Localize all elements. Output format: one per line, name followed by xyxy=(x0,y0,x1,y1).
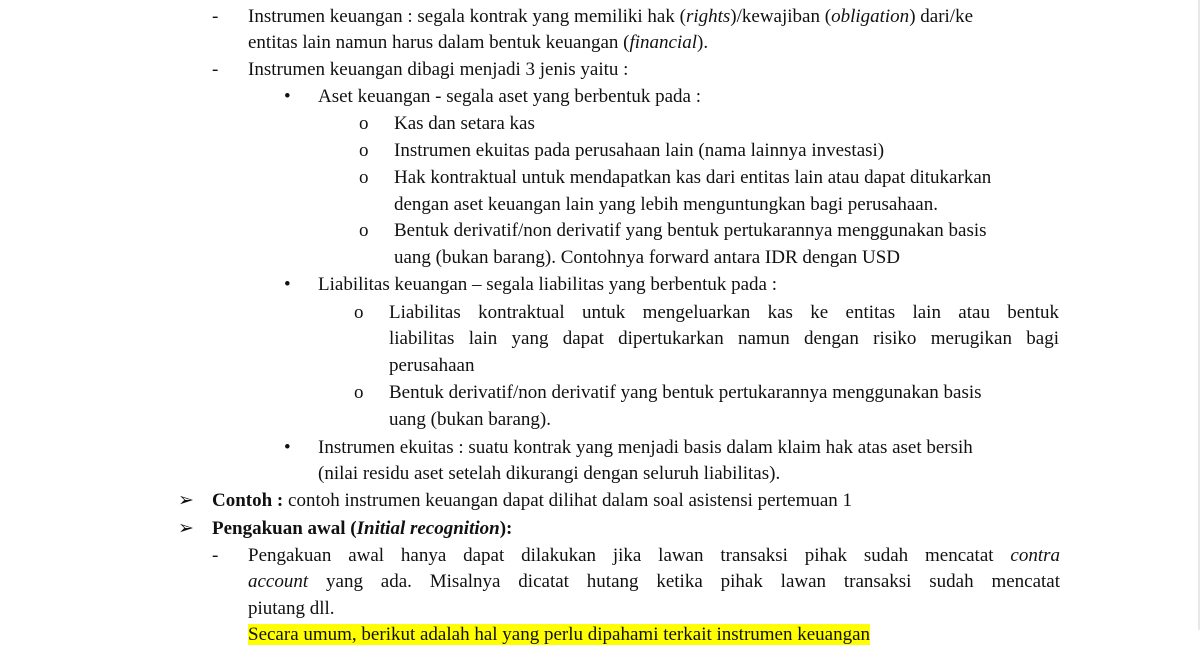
ekuitas-line2: (nilai residu aset setelah dikurangi dengan seluruh liabilitas). xyxy=(318,463,781,484)
arrow-marker: ➢ xyxy=(178,490,194,511)
circle-marker: o xyxy=(359,140,369,161)
aset-sub-item: Kas dan setara kas xyxy=(394,113,535,134)
aset-sub-item-line1: Bentuk derivatif/non derivatif yang bentuk pertukarannya menggunakan basis xyxy=(394,220,987,241)
contoh-line: Contoh : contoh instrumen keuangan dapat dilihat dalam soal asistensi pertemuan 1 xyxy=(212,490,853,511)
cutoff-line: Secara umum, berikut adalah hal yang perlu dipahami terkait instrumen keuangan xyxy=(248,624,871,645)
ekuitas-line1: Instrumen ekuitas : suatu kontrak yang menjadi basis dalam klaim hak atas aset bersih xyxy=(318,437,973,458)
liabilitas-keuangan-title: Liabilitas keuangan – segala liabilitas yang berbentuk pada : xyxy=(318,274,778,295)
liab-sub-item-line2: uang (bukan barang). xyxy=(389,409,551,430)
circle-marker: o xyxy=(359,220,369,241)
liab-sub-item-line2: liabilitas lain yang dapat dipertukarkan namun dengan risiko merugikan bagi xyxy=(389,328,1059,349)
aset-sub-item: Instrumen ekuitas pada perusahaan lain (nama lainnya investasi) xyxy=(394,140,885,161)
circle-marker: o xyxy=(359,167,369,188)
dash-marker: - xyxy=(212,545,219,566)
aset-keuangan-title: Aset keuangan - segala aset yang berbentuk pada : xyxy=(318,86,702,107)
liab-sub-item-line1: Liabilitas kontraktual untuk mengeluarkan kas ke entitas lain atau bentuk xyxy=(389,302,1059,323)
item-jenis-instrumen: Instrumen keuangan dibagi menjadi 3 jenis yaitu : xyxy=(248,59,629,80)
item-instrumen-definisi-line1: Instrumen keuangan : segala kontrak yang memiliki hak (rights)/kewajiban (obligation) dari/ke xyxy=(248,6,974,27)
pengakuan-awal-heading: Pengakuan awal (Initial recognition): xyxy=(212,518,513,539)
pengakuan-item-line3: piutang dll. xyxy=(248,598,335,619)
liab-sub-item-line3: perusahaan xyxy=(389,355,475,376)
dash-marker: - xyxy=(212,59,219,80)
circle-marker: o xyxy=(359,113,369,134)
bullet-marker: • xyxy=(284,274,291,295)
item-instrumen-definisi-line2: entitas lain namun harus dalam bentuk keuangan (financial). xyxy=(248,32,709,53)
aset-sub-item-line1: Hak kontraktual untuk mendapatkan kas dari entitas lain atau dapat ditukarkan xyxy=(394,167,992,188)
dash-marker: - xyxy=(212,6,219,27)
pengakuan-item-line2: account yang ada. Misalnya dicatat hutang ketika pihak lawan transaksi sudah mencatat xyxy=(248,571,1061,592)
circle-marker: o xyxy=(354,302,364,323)
aset-sub-item-line2: uang (bukan barang). Contohnya forward antara IDR dengan USD xyxy=(394,247,900,268)
bullet-marker: • xyxy=(284,437,291,458)
arrow-marker: ➢ xyxy=(178,518,194,539)
circle-marker: o xyxy=(354,382,364,403)
aset-sub-item-line2: dengan aset keuangan lain yang lebih menguntungkan bagi perusahaan. xyxy=(394,194,938,215)
liab-sub-item-line1: Bentuk derivatif/non derivatif yang bentuk pertukarannya menggunakan basis xyxy=(389,382,982,403)
bullet-marker: • xyxy=(284,86,291,107)
pengakuan-item-line1: Pengakuan awal hanya dapat dilakukan jika lawan transaksi pihak sudah mencatat contra xyxy=(248,545,1061,566)
